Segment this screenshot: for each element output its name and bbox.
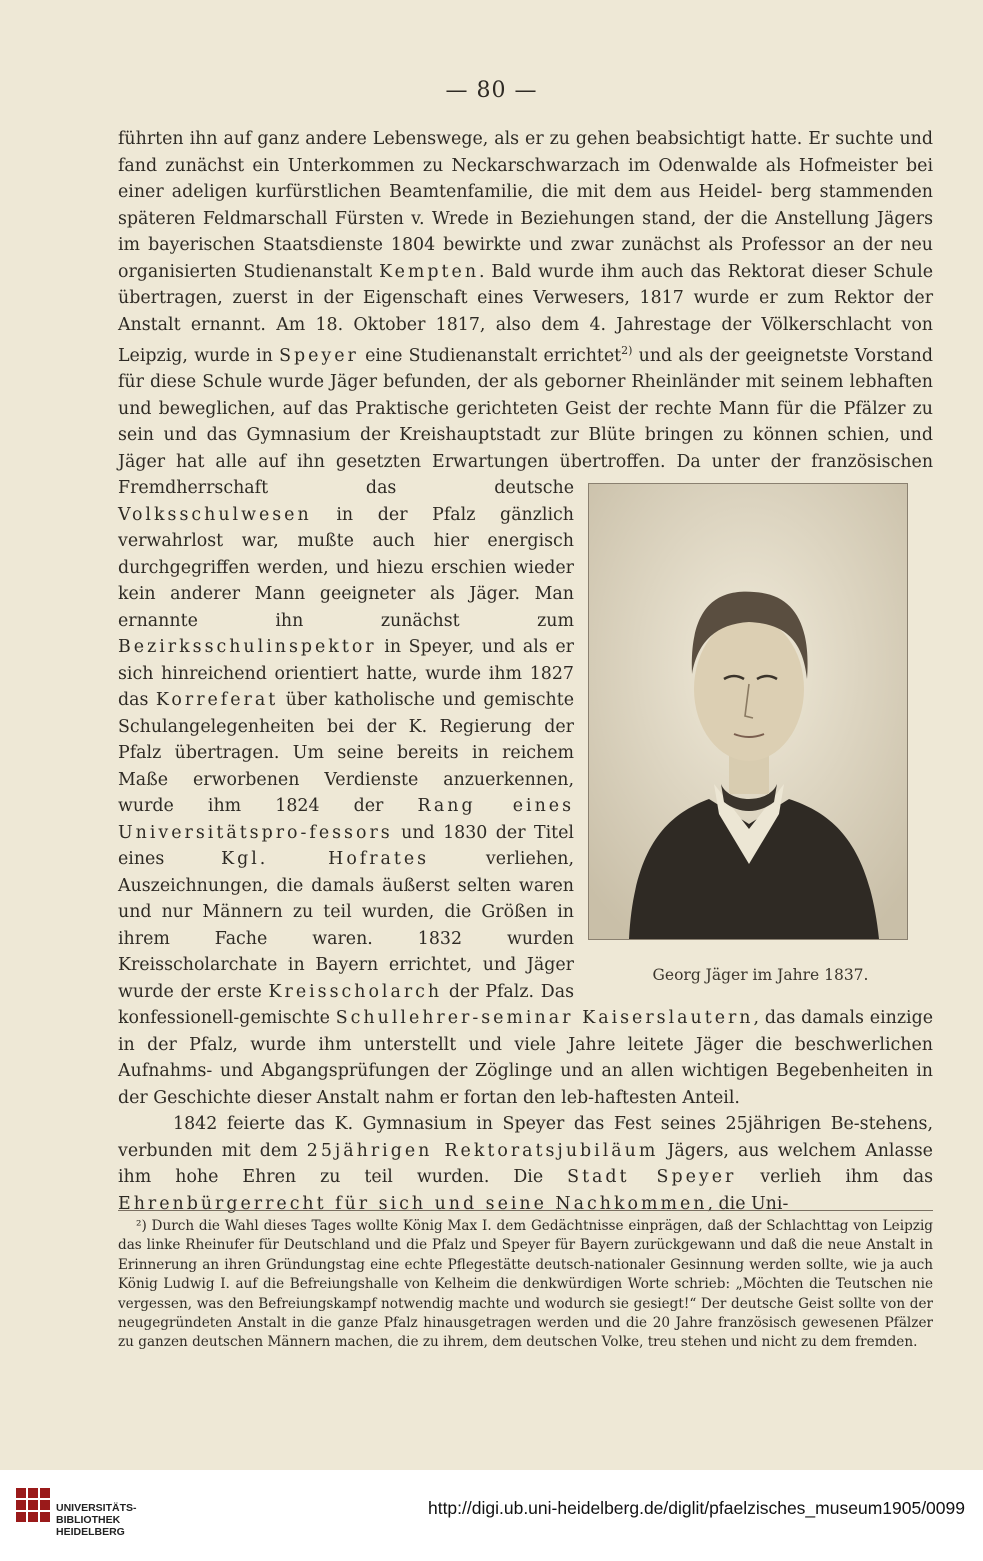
text-line: führten ihn auf ganz andere Lebenswege, als er zu gehen beabsichtigt hatte. Er — [118, 129, 830, 149]
library-name-line: HEIDELBERG — [56, 1526, 125, 1538]
text-segment: und 1830 der Titel eines — [118, 822, 574, 870]
text-line: zunächst als Professor an der neu organisierten Studienanstalt — [118, 235, 933, 282]
spaced-term: Korreferat — [155, 690, 279, 711]
paragraph-2 — [118, 1111, 933, 1217]
spaced-term: Schullehrer-seminar Kaiserslautern — [335, 1008, 754, 1029]
spaced-term: Stadt Speyer — [567, 1167, 737, 1188]
text-line: berg stammenden späteren Feldmarschall Fürsten v. Wrede in Beziehungen stand, — [118, 182, 933, 229]
text-line: der die Anstellung Jägers im bayerischen Staatsdienste 1804 bewirkte und zwar — [118, 208, 933, 255]
figure-caption: Georg Jäger im Jahre 1837. — [652, 966, 869, 985]
text-segment: der Pfalz. Das konfessionell-gemischte — [118, 981, 574, 1029]
footnote — [118, 1210, 933, 1353]
spaced-term: 25jährigen Rektoratsjubiläum — [306, 1140, 659, 1161]
text-segment: verliehen, Auszeichnungen, die damals äußerst selten waren und nur Männern zu teil wurden, die Größen in ihrem Fache waren. 1832 wurden Kreisscholarchate in Bayern errichtet, und Jäger wurde der erste — [118, 849, 574, 1002]
text-segment: , die Uni- — [707, 1193, 789, 1214]
text-segment: der französischen Fremdherrschaft das deutsche — [118, 451, 934, 499]
text-segment: in Speyer, und als er sich hinreichend orientiert hatte, wurde ihm 1827 das — [118, 637, 574, 711]
text-segment: Jägers, aus welchem Anlasse ihm hohe Ehren zu teil wurden. Die — [118, 1140, 933, 1188]
library-name-line: UNIVERSITÄTS- — [56, 1502, 137, 1514]
spaced-term: Bezirksschulinspektor — [118, 637, 377, 658]
text-line: wurde ihm auch das Rektorat dieser Schule übertragen, zuerst in der Eigenschaft — [118, 261, 933, 308]
spaced-term: Ehrenbürgerrecht für sich und seine Nachkommen — [118, 1193, 708, 1214]
footnote-ref: 2) — [621, 344, 633, 357]
spaced-term: Speyer — [279, 345, 359, 366]
footnote-text: ²) Durch die Wahl dieses Tages wollte König Max I. dem Gedächtnisse einprägen, daß der Schlachttag von Leipzig das linke Rheinufer für Deutschland und die Pfalz und Speyer für Bayern zurückgewann und daß die neue Anstalt in Erinnerung an ihren Gründungstag eine echte Pflegestätte deutsch-nationaler Gesinnung werden sollte, wie ja auch König Ludwig I. auf die Befreiungshalle von Kelheim die denkwürdigen Worte schrieb: „Möchten die Teutschen nie vergessen, was den Befreiungskampf notwendig machte und wodurch sie gesiegt!“ Der deutsche Geist sollte von der neugegründeten Anstalt in die ganze Pfalz hinausgetragen werden und die 20 Jahre französisch gewesenen Pfälzer zu ganzen deutschen Männern machen, die zu ihrem, dem deutschen Volke, treu stehen und nicht zu dem fremden. — [118, 1218, 933, 1351]
university-library-logo-icon — [14, 1484, 52, 1524]
text-line: eine Studienanstalt errichtet — [365, 345, 622, 366]
main-text — [118, 126, 933, 1217]
text-line: und als der geeignetste Vorstand für diese Schule — [118, 345, 933, 393]
library-name-line: BIBLIOTHEK — [56, 1514, 121, 1526]
text-line: 1817, also dem 4. Jahrestage der Völkerschlacht von Leipzig, wurde in — [118, 314, 934, 366]
spaced-term: Volksschulwesen — [118, 504, 312, 525]
spaced-term: Kreisscholarch — [268, 981, 443, 1002]
portrait-engraving-icon — [589, 484, 907, 939]
text-line: Hofmeister bei einer adeligen kurfürstlichen Beamtenfamilie, die mit dem aus Heidel- — [118, 155, 934, 202]
text-segment: 1842 feierte das K. Gymnasium in Speyer das Fest seines 25jährigen Be-stehens, verbunden mit dem — [118, 1114, 933, 1161]
text-line: eines Verwesers, 1817 wurde er zum Rektor der Anstalt ernannt. Am 18. Oktober — [118, 288, 934, 335]
text-line: wurde Jäger befunden, der als geborner Rheinländer mit seinem lebhaften und — [118, 372, 933, 419]
portrait-image — [588, 483, 908, 940]
spaced-term: Kgl. Hofrates — [221, 849, 430, 870]
text-line: . Bald — [479, 261, 532, 282]
page-number: — 80 — — [445, 78, 538, 103]
spaced-term: Rang eines Universitätspro-fessors — [118, 796, 574, 843]
text-segment: verlieh ihm das — [736, 1167, 934, 1188]
text-segment: in der Pfalz gänzlich verwahrlost war, mußte auch hier energisch durchgegriffen werden, und hiezu erschien wieder kein anderer Mann geeigneter als Jäger. Man ernannte ihn zunächst zum — [118, 504, 574, 631]
portrait-figure — [588, 483, 933, 989]
library-name — [56, 1502, 137, 1538]
text-segment: , das damals einzige in der Pfalz, wurde ihm unterstellt und viele Jahre leitete Jäger die beschwerlichen Aufnahms- und Abgangsprüfungen der Zöglinge und an allen wichtigen Begebenheiten in der Geschichte dieser Anstalt nahm er fortan den leb-haftesten Anteil. — [118, 1008, 933, 1108]
text-line: zu sein und das Gymnasium der Kreishauptstadt zur Blüte bringen zu können — [118, 398, 933, 446]
text-segment: über katholische und gemischte Schulangelegenheiten bei der K. Regierung der Pfalz übertragen. Um seine bereits in reichem Maße erworbenen Verdienste anzuerkennen, wurde ihm 1824 der — [118, 690, 574, 817]
spaced-term: Kempten — [379, 261, 480, 282]
text-line: suchte und fand zunächst ein Unterkommen zu Neckarschwarzach im Odenwalde als — [118, 129, 934, 176]
text-line: beweglichen, auf das Praktische gerichteten Geist der rechte Mann für die Pfälzer — [158, 398, 906, 419]
paragraph-1 — [118, 126, 933, 1111]
text-line: schien, und Jäger hat alle auf ihn gesetzten Erwartungen übertroffen. Da unter — [118, 425, 933, 472]
source-url-link[interactable]: http://digi.ub.uni-heidelberg.de/diglit/pfaelzisches_museum1905/0099 — [427, 1498, 965, 1518]
